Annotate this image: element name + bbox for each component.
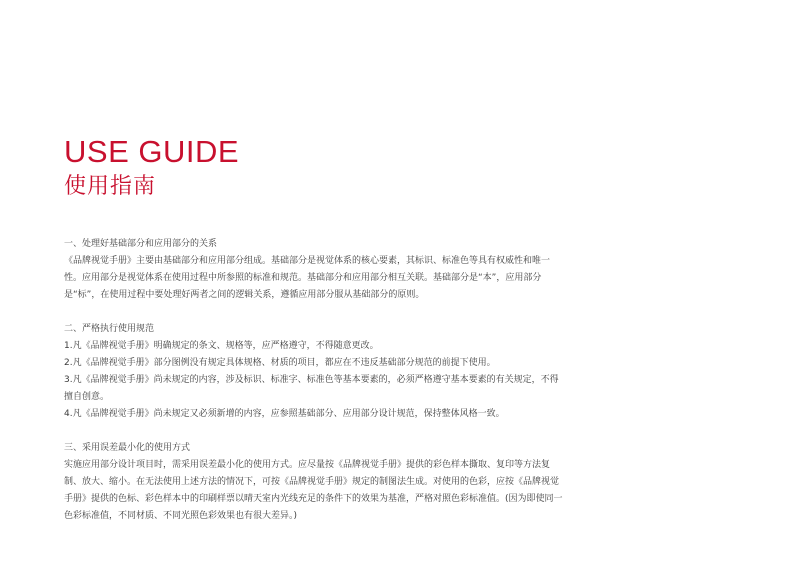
section-paragraph: 实施应用部分设计项目时，需采用误差最小化的使用方式。应尽量按《品牌视觉手册》提供的彩色样本撕取、复印等方法复制、放大、缩小。在无法使用上述方法的情况下，可按《品牌视觉手册》规定的制图法生成。对使用的色彩，应按《品牌视觉手册》提供的色标、彩色样本中的印刷样票以晴天室内光线充足的条件下的效果为基准，严格对照色彩标准值。(因为即使同一色彩标准值，不同材质、不同光照色彩效果也有很大差异。) [64,460,563,521]
section-relationship [64,236,564,304]
section-heading: 一、处理好基础部分和应用部分的关系 [64,239,218,249]
section-heading: 三、采用误差最小化的使用方式 [64,443,191,453]
list-item: 1.凡《品牌视觉手册》明确规定的条文、规格等，应严格遵守，不得随意更改。 [64,341,379,351]
section-heading: 二、严格执行使用规范 [64,324,155,334]
section-paragraph: 《品牌视觉手册》主要由基础部分和应用部分组成。基础部分是视觉体系的核心要素，其标识、标准色等具有权威性和唯一性。应用部分是视觉体系在使用过程中所参照的标准和规范。基础部分和应用部分相互关联。基础部分是“本”，应用部分是“标”，在使用过程中要处理好两者之间的逻辑关系，遵循应用部分服从基础部分的原则。 [64,256,551,300]
section-minimize-error [64,440,564,525]
title-en: USE GUIDE [64,134,240,169]
body-text [64,236,564,542]
list-item: 2.凡《品牌视觉手册》部分图例没有规定具体规格、材质的项目，都应在不违反基础部分规范的前提下使用。 [64,358,496,368]
title-cn: 使用指南 [64,174,157,199]
section-standards [64,321,564,423]
list-item: 4.凡《品牌视觉手册》尚未规定又必须新增的内容，应参照基础部分、应用部分设计规范，保持整体风格一致。 [64,409,505,419]
list-item: 3.凡《品牌视觉手册》尚未规定的内容，涉及标识、标准字、标准色等基本要素的，必须严格遵守基本要素的有关规定，不得擅自创意。 [64,375,559,402]
